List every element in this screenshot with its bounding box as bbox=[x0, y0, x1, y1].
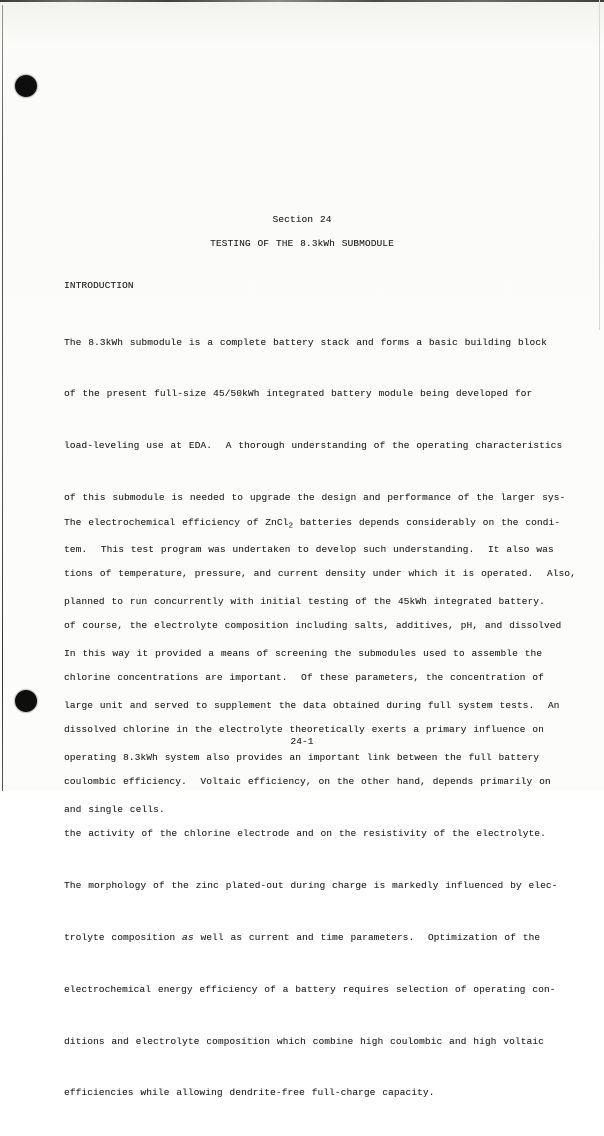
text-line: tions of temperature, pressure, and current density under which it is operated. Also, bbox=[64, 568, 576, 580]
paragraph-2 bbox=[64, 479, 576, 1136]
text-segment: The electrochemical efficiency of ZnCl bbox=[64, 516, 289, 528]
text-line: The 8.3kWh submodule is a complete battery stack and forms a basic building block bbox=[64, 336, 547, 348]
text-line: In this way it provided a means of screening the submodules used to assemble the bbox=[64, 647, 543, 659]
scan-top-edge bbox=[0, 0, 604, 2]
text-line-with-italic bbox=[64, 929, 576, 946]
text-line: load-leveling use at EDA. A thorough understanding of the operating characteristics bbox=[64, 440, 563, 452]
text-line: of the present full-size 45/50kWh integrated battery module being developed for bbox=[64, 388, 533, 400]
scan-right-edge bbox=[599, 0, 600, 330]
introduction-heading: INTRODUCTION bbox=[64, 280, 134, 291]
text-line: of course, the electrolyte composition including salts, additives, pH, and dissolved bbox=[64, 620, 562, 632]
text-line-with-subscript bbox=[64, 514, 576, 531]
text-line: electrochemical energy efficiency of a battery requires selection of operating con- bbox=[64, 983, 556, 995]
text-line: The morphology of the zinc plated-out during charge is markedly influenced by elec- bbox=[64, 879, 558, 891]
text-segment: batteries depends considerably on the condi- bbox=[293, 516, 561, 528]
text-line: of this submodule is needed to upgrade the design and performance of the larger sys- bbox=[64, 492, 566, 504]
text-line: and single cells. bbox=[64, 803, 165, 815]
hole-punch-top bbox=[15, 75, 37, 97]
text-line: dissolved chlorine in the electrolyte theoretically exerts a primary influence on bbox=[64, 724, 544, 736]
text-line: the activity of the chlorine electrode and on the resistivity of the electrolyte. bbox=[64, 827, 546, 839]
text-segment: trolyte composition bbox=[64, 931, 183, 943]
page-number: 24-1 bbox=[290, 736, 314, 747]
text-line: planned to run concurrently with initial testing of the 45kWh integrated battery. bbox=[64, 596, 545, 608]
text-line: large unit and served to supplement the data obtained during full system tests. An bbox=[64, 699, 560, 711]
text-line: coulombic efficiency. Voltaic efficiency, on the other hand, depends primarily on bbox=[64, 776, 551, 788]
italic-word: as bbox=[182, 931, 194, 943]
section-label: Section 24 bbox=[272, 214, 332, 225]
text-segment: well as current and time parameters. Optimization of the bbox=[193, 931, 541, 943]
scan-left-edge bbox=[2, 5, 3, 791]
text-line: ditions and electrolyte composition which combine high coulombic and high voltaic bbox=[64, 1035, 544, 1047]
text-line: chlorine concentrations are important. Of these parameters, the concentration of bbox=[64, 672, 544, 684]
document-title: TESTING OF THE 8.3kWh SUBMODULE bbox=[210, 238, 394, 249]
chemical-subscript: 2 bbox=[288, 522, 294, 531]
text-line: operating 8.3kWh system also provides an important link between the full battery bbox=[64, 751, 540, 763]
text-line: tem. This test program was undertaken to develop such understanding. It also was bbox=[64, 544, 554, 556]
text-line: efficiencies while allowing dendrite-free full-charge capacity. bbox=[64, 1087, 435, 1099]
hole-punch-bottom bbox=[15, 690, 37, 712]
